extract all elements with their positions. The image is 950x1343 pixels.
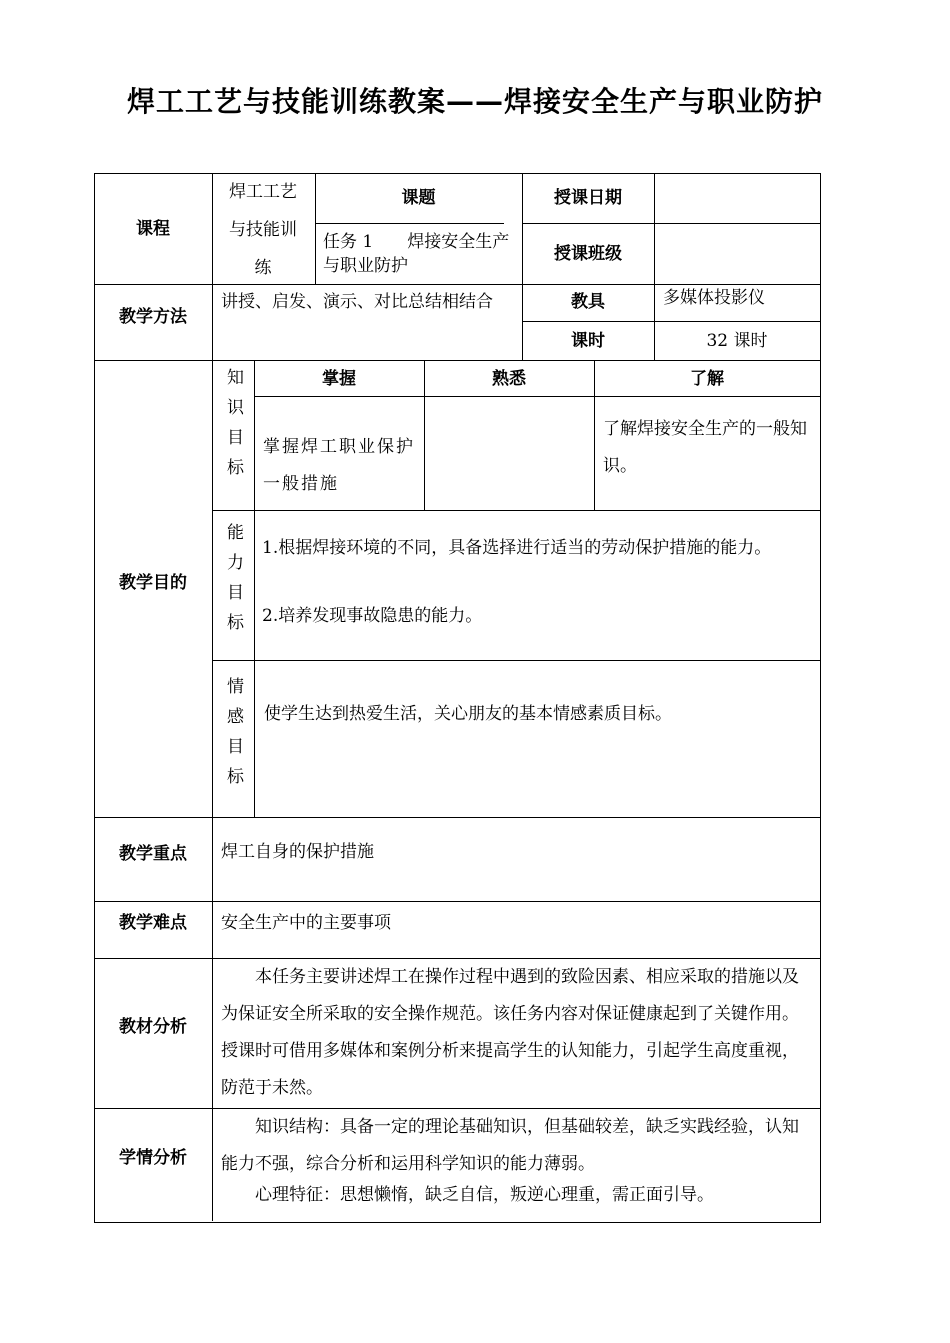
difficulty-label: 教学难点 [119,913,187,933]
topic-label: 课题 [401,188,436,208]
row-divider [94,817,820,818]
hours-value: 32 课时 [706,331,768,351]
master-value: 掌握焊工职业保护一般措施 [263,437,415,494]
row-divider [212,510,820,511]
course-label: 课程 [136,219,170,239]
method-label: 教学方法 [119,307,187,327]
ability-item-1: 1.根据焊接环境的不同，具备选择进行适当的劳动保护措施的能力。 [262,538,772,558]
date-label: 授课日期 [554,188,622,208]
emotion-value: 使学生达到热爱生活，关心朋友的基本情感素质目标。 [264,704,672,724]
focus-value: 焊工自身的保护措施 [221,842,374,862]
row-divider [315,223,504,224]
material-value: 本任务主要讲述焊工在操作过程中遇到的致险因素、相应采取的措施以及为保证安全所采取的安全操作规范。该任务内容对保证健康起到了关键作用。授课时可借用多媒体和案例分析来提高学生的认知能力，引起学生高度重视，防范于未然。 [221,967,799,1098]
class-label: 授课班级 [554,244,622,264]
familiar-label: 熟悉 [492,369,526,389]
row-divider [212,660,820,661]
row-divider [94,360,820,361]
hours-label: 课时 [571,331,605,351]
tools-label: 教具 [571,292,605,312]
ability-label: 能力目标 [223,523,243,643]
goal-label: 教学目的 [119,573,187,593]
understand-label: 了解 [690,369,724,389]
student-para-1: 知识结构：具备一定的理论基础知识，但基础较差，缺乏实践经验，认知能力不强，综合分析和运用科学知识的能力薄弱。 [221,1117,799,1174]
tools-value: 多媒体投影仪 [663,288,765,308]
student-label: 学情分析 [119,1148,187,1168]
row-divider [522,321,820,322]
topic-value: 任务 1 焊接安全生产与职业防护 [323,232,510,276]
page-title: 焊工工艺与技能训练教案——焊接安全生产与职业防护 [126,85,823,118]
master-label: 掌握 [322,369,356,389]
emotion-label: 情感目标 [223,677,243,797]
method-value: 讲授、启发、演示、对比总结相结合 [221,292,493,312]
student-para-2: 心理特征：思想懒惰，缺乏自信，叛逆心理重，需正面引导。 [255,1185,714,1205]
course-value: 焊工工艺与技能训练 [229,182,297,278]
row-divider [522,223,820,224]
column-divider [254,360,255,817]
focus-label: 教学重点 [119,844,187,864]
row-divider [94,901,820,902]
knowledge-label: 知识目标 [223,368,243,488]
understand-value: 了解焊接安全生产的一般知识。 [603,419,807,476]
row-divider [254,396,820,397]
difficulty-value: 安全生产中的主要事项 [221,913,391,933]
material-label: 教材分析 [119,1017,187,1037]
ability-item-2: 2.培养发现事故隐患的能力。 [262,606,483,626]
